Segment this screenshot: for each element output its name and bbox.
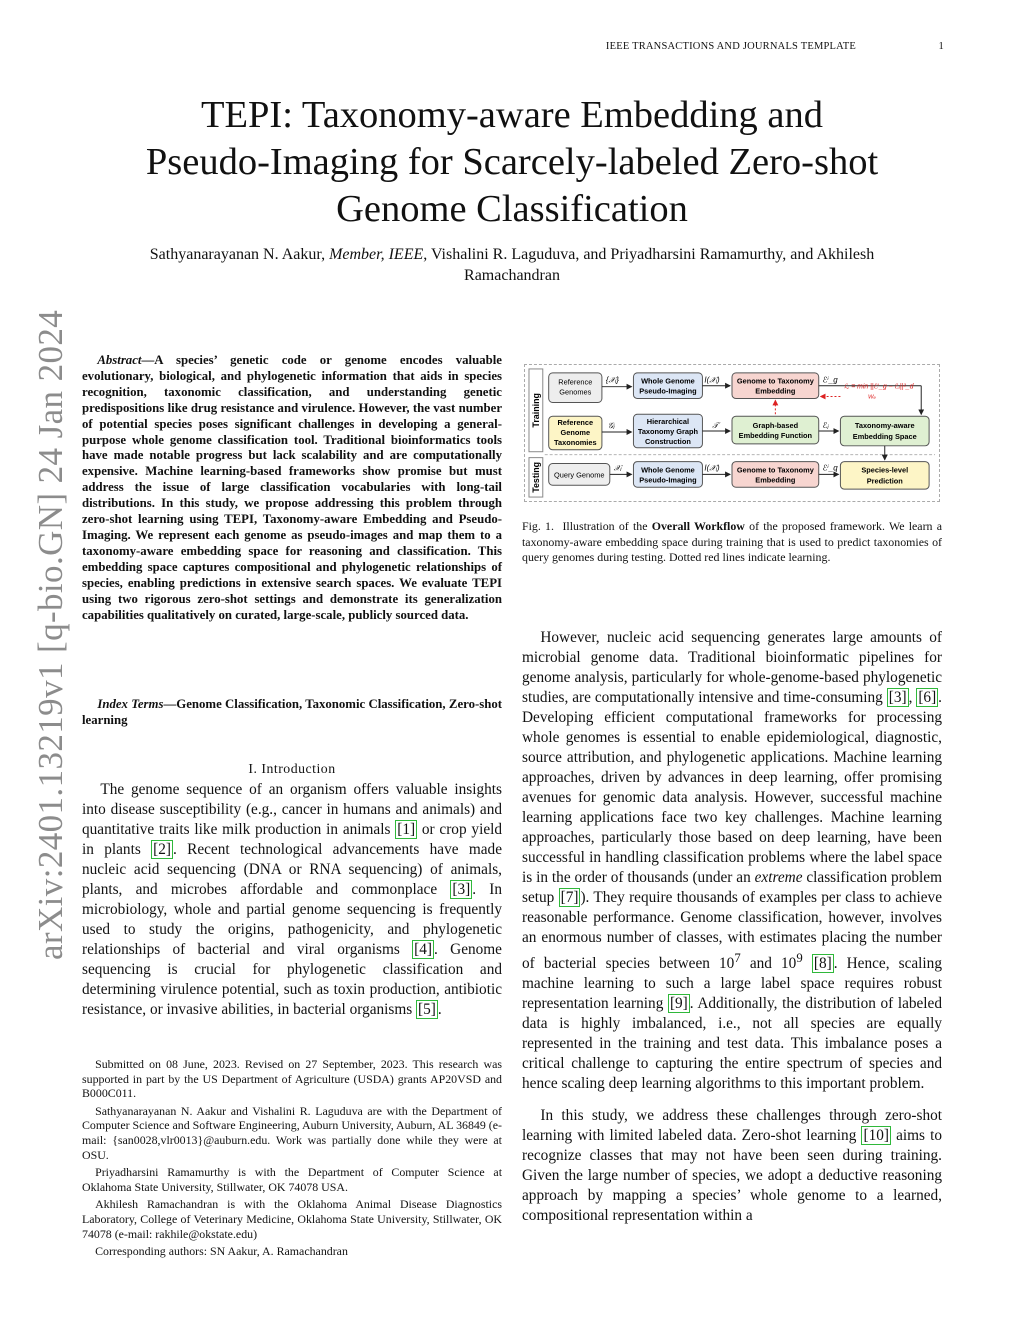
caption-pre: Illustration of the [562,519,652,533]
body-span: In this study, we address these challenges through zero-shot learning with limited labeled data. Zero-shot learning [522,1107,942,1145]
box-text: Hierarchical [646,417,690,427]
superscript: 9 [796,951,803,965]
footnote-1: Submitted on 08 June, 2023. Revised on 27 September, 2023. This research was supported in part by the US Department of Agriculture (USDA) grants AP20VSD and B000C011. [82,1057,502,1101]
superscript: 7 [734,951,741,965]
section-heading: I. Introduction [248,761,336,776]
loss-subscript: Wₑ [868,394,876,401]
symbol-eq: ℰⁱ_q [822,463,838,473]
citation-9[interactable]: [9] [669,995,688,1013]
body-span: classification problem setup [522,869,942,906]
footnote-3: Priyadharsini Ramamurthy is with the Department of Computer Science at Oklahoma State University, Stillwater, OK 74078 USA. [82,1165,502,1194]
box-text: Taxonomies [554,437,597,447]
box-text: Construction [644,436,691,446]
box-text: Embedding [755,475,796,485]
citation-2[interactable]: [2] [153,841,171,858]
body-span: aims to recognize classes that may not have been seen during training. Given the large number of species, we adopt a deductive reasoning approach by mapping a species’ whole genome to a learned, compositional representation within a [522,1127,942,1225]
body-span: . Additionally, the distribution of labeled data is highly imbalanced, i.e., not all species are equally represented in the training and test data. This imbalance poses a critical challenge to capturing the entire spectrum of species and hence scaling deep learning algorithms to this important problem. [522,995,942,1093]
citation-3[interactable]: [3] [452,881,471,898]
body-span: ). They require thousands of examples per class to achieve reasonable performance. Genome classification, however, involves an enormous number of classes, with estimates placing the number of bacterial species between 10 [522,889,942,973]
symbol-ix: I(𝒳ᵢ) [704,463,720,473]
box-text: Graph-based [752,421,799,431]
box-text: Pseudo-Imaging [639,386,697,396]
training-label: Training [530,393,541,428]
symbol-tau: 𝒯 [712,421,719,431]
box-text: Pseudo-Imaging [639,475,697,485]
emphasis: extreme [754,869,803,886]
title-line-2: Pseudo-Imaging for Scarcely-labeled Zero-shot [145,141,879,183]
running-header [0,41,1024,57]
body-span: and 10 [740,955,797,973]
author-1: Sathyanarayanan N. Aakur, [149,246,326,263]
title-line-3: Genome Classification [336,188,688,230]
authors-rest: , Vishalini R. Laguduva, and Priyadharsini Ramamurthy, and Akhilesh [423,246,875,263]
box-text: Taxonomy Graph [637,426,698,436]
citation-1[interactable]: [1] [397,821,416,838]
paper-title [80,92,944,233]
box-text: Reference [558,377,593,387]
caption-label: Fig. 1. [522,519,554,533]
intro-text [82,780,502,1020]
page-number: 1 [938,41,944,52]
intro-span: . Genome sequencing is crucial for phylogenetic classification and determining virulence potential, such as toxin production, antibiotic resistance, or invasive abilities, in bacterial organisms [82,941,502,1018]
citation-10[interactable]: [10] [863,1127,889,1145]
abstract-tail: Taxonomy-aware Embedding and Pseudo-Imaging. We represent each genome as pseudo-images and map them to a taxonomy-aware embedding space for reasoning and classification. This embedding space captures compositional and phylogenetic relationships of species, enabling predictions in extensive search spaces. We evaluate TEPI using two rigorous zero-shot settings and demonstrate its generalization capabilities qualitatively on curated, large-scale, publicly sourced data. [82,512,502,622]
body-span [803,955,812,972]
symbol-ej: ℰⱼ [822,421,829,431]
authors-rest-2: Ramachandran [464,267,560,284]
body-span: , [908,689,917,706]
box-text: Genome to Taxonomy [736,376,814,386]
author-list [80,244,944,286]
box-text: Embedding Function [738,430,813,440]
box-text: Prediction [866,476,903,486]
symbol-gj: 𝒢ⱼ [607,421,615,431]
body-span: However, nucleic acid sequencing generates large amounts of microbial genome data. Traditional bioinformatic pipelines for genome analysis, particularly for whole-genome-based phylogenetic studies, are computationally intensive and time-consuming [522,629,942,706]
caption-post: of the proposed framework. We learn a taxonomy-aware embedding space during training that is used to predict taxonomies of query genomes during testing. Dotted red lines indicate learning. [522,519,942,564]
figure-caption [522,519,942,566]
abstract [82,353,502,623]
intro-span: . Recent technological advancements have made nucleic acid sequencing (DNA or RNA sequencing) of animals, plants, and microbes affordable and commonplace [82,841,502,898]
citation-8[interactable]: [8] [813,955,832,973]
symbol-xi-set: {𝒳ᵢ} [605,375,619,385]
footnote-2: Sathyanarayanan N. Aakur and Vishalini R. Laguduva are with the Department of Computer Science and Software Engineering, Auburn University, Auburn, AL 36849 (e-mail: {san0028,vlr0013}@auburn.edu. Work was partially done while they were at OSU. [82,1103,502,1162]
intro-span: . In microbiology, whole and partial genome sequencing is frequently used to study the origins, pathogenicity, and phylogenetic relationships of bacterial and viral organisms [82,881,502,958]
title-line-1: TEPI: Taxonomy-aware Embedding and [200,94,824,136]
box-text: Whole Genome [641,376,695,386]
footnotes [82,1057,502,1262]
journal-name: IEEE TRANSACTIONS AND JOURNALS TEMPLATE [605,41,856,52]
citation-7[interactable]: [7] [560,889,579,906]
index-terms-text: —Genome Classification, Taxonomic Classification, Zero-shot learning [82,697,502,727]
arxiv-watermark: arXiv:2401.13219v1 [q-bio.GN] 24 Jan 2024 [31,309,70,960]
box-text: Whole Genome [641,465,695,475]
body-span: . Hence, scaling machine learning to such a large label space requires robust representation learning [522,955,942,1013]
symbol-ix-set: I(𝒳ᵢ) [704,375,720,385]
footnote-4: Akhilesh Ramachandran is with the Oklahoma Animal Disease Diagnostics Laboratory, College of Veterinary Medicine, Oklahoma State University, Stillwater, OK 74078 (e-mail: rakhile@okstate.edu) [82,1197,502,1241]
box-text: Species-level [861,465,909,475]
citation-5[interactable]: [5] [418,1001,436,1018]
author-1-role: Member, IEEE [329,246,424,263]
box-text: Reference [557,418,594,428]
intro-span: or crop yield in plants [82,821,503,858]
body-span: . Developing efficient computational frameworks for processing whole genomes is essential to enable epidemiological, diagnostic, source attribution, and phylogenetic applications. Machine learning approaches, driven by advances in deep learning, offer promising avenues for genomic data analysis. However, successful machine learning applications face two key challenges. Machine learning approaches, particularly those based on deep learning, have been successful in handling classification problems where the label space is in the order of thousands (under an [522,689,942,886]
box-text: Taxonomy-aware [854,421,915,431]
citation-4[interactable]: [4] [414,941,433,958]
intro-span: . [437,1001,442,1018]
box-text: Genomes [559,387,592,397]
footnote-5: Corresponding authors: SN Aakur, A. Ramachandran [95,1244,348,1259]
testing-label: Testing [530,461,541,493]
right-column-text [522,628,942,1226]
abstract-label: Abstract [97,353,142,367]
citation-3b[interactable]: [3] [888,689,907,706]
index-terms-label: Index Terms [97,697,164,711]
workflow-figure [524,364,940,502]
box-text: Genome [560,427,591,437]
box-text: Query Genome [554,470,605,480]
box-text: Embedding Space [852,431,917,441]
symbol-xi: 𝒳ᵢ [613,463,622,473]
symbol-eg: ℰⁱ_g [822,375,838,385]
box-text: Genome to Taxonomy [736,465,814,475]
box-text: Embedding [755,386,796,396]
caption-bold: Overall Workflow [651,519,745,533]
loss-equation: ℒ = min ||ℰⁱ_g − ℰⱼ||²_d [844,383,914,391]
index-terms [82,697,502,729]
abstract-text: —A species’ genetic code or genome encodes valuable evolutionary, biological, and phylogenetic information that aids in species recognition, taxonomic classification, and understanding genetic predispositions like drug resistance and virulence. However, the vast number of potential species poses significant challenges in developing a general-purpose whole genome classification tool. Traditional bioinformatics tools have made notable progress but lack scalability and are computationally expensive. Machine learning-based frameworks show promise but must address the issue of large classification vocabularies with long-tail distributions. In this study, we propose addressing this problem through zero-shot learning using TEPI, [82,353,502,527]
intro-span: The genome sequence of an organism offers valuable insights into disease susceptibility (e.g., cancer in humans and animals) and quantitative traits like milk production in animals [82,781,502,838]
citation-6[interactable]: [6] [918,689,937,706]
